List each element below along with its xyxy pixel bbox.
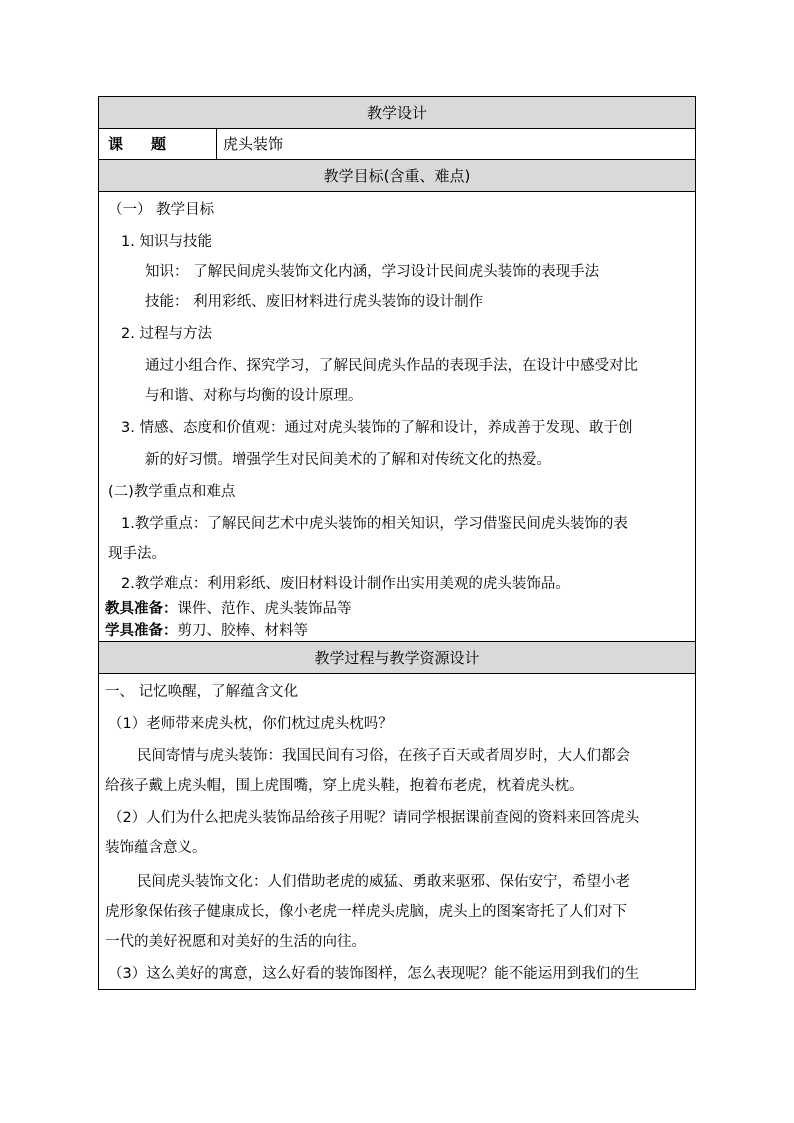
skill-line: 技能： 利用彩纸、废旧材料进行虎头装饰的设计制作	[145, 294, 484, 310]
emotion-line-1: 3. 情感、态度和价值观：通过对虎头装饰的了解和设计，养成善于发现、敢于创	[121, 420, 633, 436]
question-1: （1）老师带来虎头枕，你们枕过虎头枕吗？	[108, 716, 393, 732]
goals-heading: （一） 教学目标	[108, 202, 215, 218]
process-line-1: 通过小组合作、探究学习，了解民间虎头作品的表现手法，在设计中感受对比	[145, 358, 638, 374]
question-3: （3）这么美好的寓意，这么好看的装饰图样，怎么表现呢？能不能运用到我们的生	[108, 966, 640, 982]
question-2-line-2: 装饰蕴含意义。	[105, 840, 207, 856]
knowledge-line: 知识： 了解民间虎头装饰文化内涵，学习设计民间虎头装饰的表现手法	[145, 264, 600, 280]
answer-2-line-3: 一代的美好祝愿和对美好的生活的向往。	[105, 934, 366, 950]
answer-1-line-2: 给孩子戴上虎头帽，围上虎围嘴，穿上虎头鞋，抱着布老虎，枕着虎头枕。	[105, 778, 584, 794]
title-row	[99, 97, 695, 129]
emotion-line-2: 新的好习惯。增强学生对民间美术的了解和对传统文化的热爱。	[145, 452, 551, 468]
teaching-tools: 教具准备：课件、范作、虎头装饰品等	[105, 601, 352, 617]
key-point-line-1: 1.教学重点：了解民间艺术中虎头装饰的相关知识，学习借鉴民间虎头装饰的表	[121, 516, 628, 532]
key-points-heading: (二)教学重点和难点	[108, 484, 236, 500]
process-heading: 2. 过程与方法	[121, 326, 212, 342]
process-header: 教学过程与教学资源设计	[99, 642, 695, 674]
page-title: 教学设计	[366, 104, 427, 122]
process-step-heading: 一、 记忆唤醒，了解蕴含文化	[105, 684, 299, 700]
learning-tools: 学具准备：剪刀、胶棒、材料等	[105, 623, 308, 639]
topic-row	[99, 129, 695, 160]
process-section	[99, 674, 695, 989]
process-line-2: 与和谐、对称与均衡的设计原理。	[145, 388, 363, 404]
goals-section	[99, 192, 695, 642]
difficulty-line: 2.教学难点：利用彩纸、废旧材料设计制作出实用美观的虎头装饰品。	[121, 576, 570, 592]
lesson-plan-table	[98, 96, 696, 990]
question-2-line-1: （2）人们为什么把虎头装饰品给孩子用呢？请同学根据课前查阅的资料来回答虎头	[108, 810, 640, 826]
knowledge-heading: 1. 知识与技能	[121, 234, 212, 250]
topic-label: 课 题	[99, 129, 217, 159]
answer-1-line-1: 民间寄情与虎头装饰：我国民间有习俗，在孩子百天或者周岁时，大人们都会	[137, 748, 630, 764]
answer-2-line-2: 虎形象保佑孩子健康成长，像小老虎一样虎头虎脑，虎头上的图案寄托了人们对下	[105, 904, 627, 920]
answer-2-line-1: 民间虎头装饰文化：人们借助老虎的威猛、勇敢来驱邪、保佑安宁，希望小老	[137, 874, 630, 890]
key-point-line-2: 现手法。	[108, 546, 166, 562]
topic-value: 虎头装饰	[223, 135, 284, 153]
goals-header: 教学目标(含重、难点)	[99, 160, 695, 192]
